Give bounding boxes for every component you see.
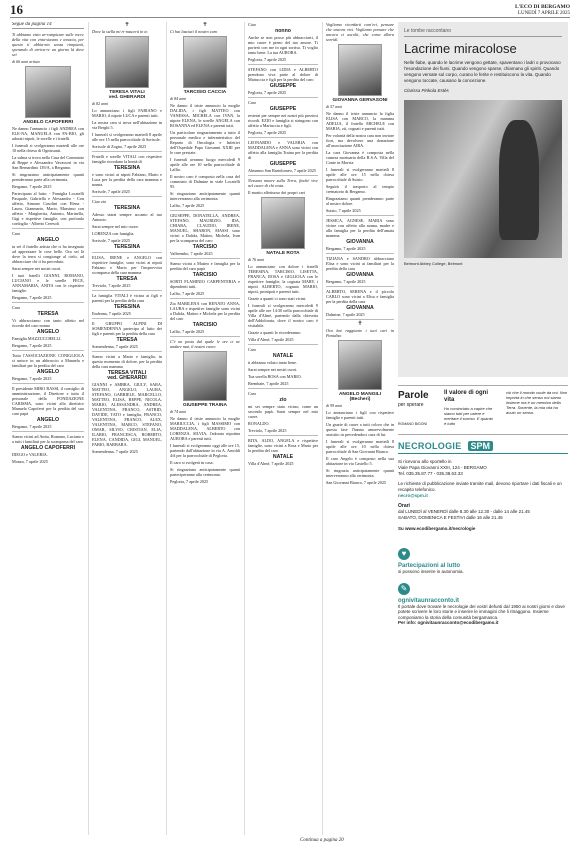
page-number: 16: [10, 2, 23, 17]
feature-body: Nelle fiabe, quando le lacrime vengono gettate, spaventano i ladri o provocano l'esondazione dei fiumi. Quando vengono sparse, chiamano gli spiriti. Quando vengono versate sul corpo, curano le ferite e restituiscono la vita. Quando vengono toccate, causano la concezione.: [404, 60, 561, 83]
notice-date: Bergamo, 7 aprile 2025: [326, 279, 366, 284]
notice-signature: DIEGO e VALERIA.: [12, 452, 48, 457]
divider: [12, 302, 84, 303]
obituary-column-5: [326, 22, 394, 834]
notice-text: Il marito affettuoso dei propri cari: [248, 190, 306, 195]
notice-date: Villa d'Almè, 7 aprile 2025: [248, 461, 294, 466]
deceased-nickname: (Becheri): [349, 397, 371, 402]
parole-subtitle: per sperare: [398, 402, 424, 408]
recipient-name: TERESINA: [113, 205, 141, 211]
notice-text: Lo annunciano i figli con rispettive famiglie e parenti tutti.: [326, 410, 394, 420]
spm-logo: SPM: [468, 441, 494, 451]
image-credit: Belmont Abbey College, Belmont: [404, 261, 463, 266]
necrologie-header: [398, 441, 568, 454]
obituary-column-3: [170, 22, 240, 840]
divider: [12, 350, 84, 351]
divider: [170, 298, 240, 299]
notice-text: Ne danno il triste annuncio la figlia ELISA con MARCO, la mamma ADELIA, il fratello MICHELE con MARIA, zii, cognati e parenti tutti.: [326, 111, 394, 131]
deceased-photo: [183, 351, 227, 401]
notice-text: Fratelli e sorelle VITALI con rispettive famiglie ricordano la bontà di: [92, 154, 162, 164]
office-info: [398, 459, 568, 532]
obituary-column-1: [12, 22, 84, 840]
notice-date: Villa d'Almè, 7 aprile 2025: [248, 337, 294, 342]
notice-text: Si ringraziano anticipatamente quanti interverranno alla cerimonia.: [170, 191, 240, 201]
notice-date: Lallio, 7 aprile 2025: [170, 291, 205, 296]
divider: [248, 64, 318, 65]
parole-box: [398, 385, 568, 435]
recipient-name: nonno: [275, 28, 291, 34]
notice-date: Bergamo, 7 aprile 2025: [12, 376, 52, 381]
info-line: Si ricevono allo sportello in: [398, 459, 452, 464]
divider: [92, 318, 162, 319]
notice-text: Anche se non posso più abbracciarti, il mio cuore è pieno del tuo amore. Ti porterò con me in ogni sorriso. Ti voglio tanto bene. La tua AURORA.: [248, 35, 318, 55]
notice-text: Adesso starai sempre accanto al tuo Antonio.: [92, 212, 162, 222]
column-divider: [322, 22, 323, 835]
parole-text-continued: ciò che il mondo vuole da noi. Non importa in che senso noi siamo insieme ma è un membro della Terra. Sovente, la mia vita ha avuto un senso.: [506, 390, 568, 415]
divider: [326, 253, 394, 254]
deceased-name: TARCISIO CACCIA: [183, 90, 227, 95]
column-divider: [244, 22, 245, 835]
notice-date: Somendenna, 7 aprile 2025: [92, 344, 138, 349]
notice-date: Monza, 7 aprile 2025: [12, 459, 48, 464]
deceased-age: di 84 anni: [170, 96, 187, 101]
recipient-name: GIOVANNA: [346, 239, 374, 245]
book-icon: ✎: [398, 583, 410, 595]
memorial-quote: Ti abbiamo visto ar-rampicare sulle rocce della vita con entu-siasmo e tenacia, per questo ti abbia-mo senza rimpianti, sperando di arriva-re un giorno là dove sei: [12, 32, 84, 57]
memorial-quote: Dove la stella mi ri-nascerà in te.: [92, 29, 149, 34]
hours-label: Orari: [398, 503, 410, 509]
notice-date: Brembate, 7 aprile 2025: [248, 381, 289, 386]
office-address: Viale Papa Giovanni XXIII, 124 - BERGAMO: [398, 465, 487, 470]
notice-date: Bergamo, 7 aprile 2025: [326, 246, 366, 251]
divider: [248, 137, 318, 138]
image-figure: [499, 120, 539, 240]
recipient-name: TERESINA: [113, 244, 141, 250]
feature-panel: [398, 22, 568, 377]
salutation: Caro: [12, 231, 21, 236]
notice-text: I funerali avranno luogo mercoledì 9 aprile alle ore 10 nella parrocchiale di Lallio.: [170, 157, 240, 172]
feature-section-label: Le tombe raccontano: [404, 28, 562, 37]
recipient-name: TERESINA: [113, 304, 141, 310]
recipient-name: ANGELO: [36, 369, 60, 375]
deceased-age: di 82 anni: [92, 101, 109, 106]
notice-text: ELISA, IRENE e ANGELO con rispettive famiglie, sono vicini ai nipoti Fabiano e Mario per l'improvvisa scomparsa della cara mamma: [92, 255, 162, 275]
notice-date: Lallio, 7 aprile 2025: [170, 203, 205, 208]
divider: [170, 336, 240, 337]
notice-text: La cara Giovanna è composta nella camera mortuaria della R.S.A. Villa del Conte in Morsia.: [326, 150, 394, 165]
memorial-quote: C'è un posto dal quale le ore ci ne andare mai, il nostro cuore.: [170, 339, 240, 349]
deceased-name: GIOVANNA GERVASONI: [332, 98, 388, 103]
notice-date: Bergamo, 7 aprile 2025: [12, 343, 52, 348]
notice-text: Grazie a quanti ci sono stati vicini.: [248, 296, 307, 301]
recipient-name: ANGELO: [36, 329, 60, 335]
recipient-name: GIOVANNA: [346, 305, 374, 311]
feature-box: [398, 22, 568, 377]
notice-text: La salma si trova nella Casa del Commiato di Beppe e Alessandro Vavassori in via San Bernardino 139/A, a Bergamo.: [12, 155, 84, 170]
obituary-column-4: [248, 22, 318, 840]
notice-date: Somendenna, 7 aprile 2025: [92, 449, 138, 454]
issue-date: LUNEDÌ 7 APRILE 2025: [517, 11, 570, 16]
notice-text: Lo annunciano con dolore i fratelli TERESINA, TARCISIO, LISETTA, FRANCA, ROSA e GIGLIOLA con le rispettive famiglie, la cognata MARY, i nipoti ALBERTO, cognato MARIO, nipoti, pronipoti e parenti tutti.: [248, 264, 318, 294]
notice-text: Seguirà il trasporto al tempio crematorio di Bergamo.: [326, 184, 394, 194]
salutation: Ciao zia: [92, 199, 106, 204]
notice-text: Ne danno l'annuncio i figli ANDREA con ELE-NA, MANUELA con FA-BIO, gli adorati nipoti, le sorelle e i fratelli.: [12, 126, 84, 141]
divider: [326, 286, 394, 287]
recipient-name: TERESA: [116, 276, 138, 282]
memorial-quote: Ora hai raggiunto i tuoi cari in Paradiso: [326, 328, 394, 338]
divider: [12, 383, 84, 384]
notice-text: mi sei sempre stato vicino, come un secondo papà. Sarai sempre nel mio cuore.: [248, 404, 318, 419]
heart-icon: ♥: [398, 548, 410, 560]
divider: [248, 435, 318, 436]
deceased-name: GIUSEPPE TRAINA: [183, 403, 227, 408]
parole-title: Parole: [398, 390, 429, 401]
notice-text: Vi abbracciamo con tanto affetto nel ricordo del caro nonno: [12, 318, 84, 328]
cross-icon: ✝: [357, 321, 363, 327]
divider: [326, 319, 394, 320]
divider: [170, 258, 240, 259]
partecipazioni-text: si possono inserire in autonomia.: [398, 569, 464, 574]
obituary-column-2: [92, 22, 162, 840]
divider: [92, 151, 162, 152]
notice-text: Si ringraziano anticipatamente quanti parteciperanno alla cerimonia.: [170, 467, 240, 477]
notice-text: Ne danno il triste annuncio la moglie MARIUCCIA, i figli MASSIMO con MADDALENA, ALBERTO con LORENZA, SILVIA, l'adorata nipotina AURORA e parenti tutti.: [170, 416, 240, 441]
notice-text: Un particolare ringraziamento a tutto il personale medico e infermieristico del Reparto di Oncologia e Infettivi dell'Ospedale Papa Giovanni XXIII per le cure prestate.: [170, 130, 240, 155]
notice-text: resterai per sempre nei nostri più preziosi ricordi. EZIO e famiglia si stringono con affetto a Mariuccia e figli.: [248, 113, 318, 128]
recipient-name: TARCISIO: [192, 322, 218, 328]
notice-text: Sarai sempre nei nostri cuori.: [248, 367, 298, 372]
feature-author: Clarissa Pinkola Estés: [404, 88, 449, 93]
recipient-name: NATALE: [272, 353, 294, 359]
notice-date: Almenno San Bartolomeo, 7 aprile 2025: [248, 168, 316, 173]
ognivita-text: Il portale dove trovare le necrologie dei vostri defunti dal 1950 ai nostri giorni e dove potete scrivere le loro storie e inserire le immagini che li ritraggono. Insieme componiamo la storia della comunità bergamasca.: [398, 603, 565, 620]
recipient-name-married: ved. GHERARDI: [107, 375, 147, 381]
notice-text: I funerali si svolgeranno martedì 8 aprile alle ore 15 nella parrocchiale di Sorisole.: [92, 132, 162, 142]
condolence-list: GIANNI e AMBRA, GIULY, SARA, MATTEO, ANGELO, LAURA, STEFANO, GABRIELE, MARCELLO, MATTEO, ELISA, BEPPE, NICOLA, MARIO, ALESSANDRA, ANDREA, VALENTINA, FRANCO, ASTRID, DAVIDE, TATO e famiglia, FRANCO, VALENTINA, FRANCO, ALEX, VALENTINA, MARCO, STEFANO, OMAR, SILVIO, CRISTIAN, ELIA, ILARIO, FRANCESCA, ROBERTO, ELENA, CANDIDA, GIGI, MANUEL, FABIO, BARBARA.: [92, 382, 162, 447]
condolence-list: Partecipano al lutto: - Famiglia Locatelli Pasquale, Gabriella e Alessandro - Con affetto, Simone Casolini con Elena - Laura, Gianmario, Mario, Massimo con affetto - Margherita, Antonio, Marinella, Gigi e rispettive famiglie, con profondo cordoglio - Alberto Ceresoli: [12, 191, 84, 226]
notice-date: Treviolo, 7 aprile 2025: [248, 428, 287, 433]
deceased-age: di 74 anni: [170, 409, 187, 414]
notice-date: Lallio, 7 aprile 2025: [170, 329, 205, 334]
deceased-name: TERESA VITALI: [109, 90, 145, 95]
deceased-photo: [105, 36, 149, 88]
continued-on: Continua a pagina 20: [300, 838, 344, 843]
memorial-quote: Vogliamo ricordarti com'eri, pensare che ancora vivi. Vogliamo pensare che ancora ci ascolti, che come allora sorridi.: [326, 22, 394, 42]
parole-headline: Il valore di ogni vita: [444, 390, 489, 403]
necrologie-info: [398, 441, 568, 626]
notice-text: I funerali si svolgeranno mercoledì 9 aprile alle ore 14:30 nella parrocchiale di Villa d'Almè, partendo dalla chiesetta dell'Addolorata, dove il nostro caro è visitabile.: [248, 303, 318, 328]
divider: [248, 388, 318, 389]
deceased-photo: [338, 44, 382, 96]
notice-text: Si ringraziano anticipatamente quanti prenderanno parte alla cerimonia.: [12, 172, 84, 182]
notice-text: Ne danno il triste annuncio la moglie DALIDA, i figli MATTEO con VANESSA, MICHELA con IVAN, la nipote ELENA, le sorelle ANGELA con ROSANNA ed ELENA e parenti tutti.: [170, 103, 240, 128]
memorial-quote: Ci hai lasciati il nostro caro: [170, 29, 218, 34]
deceased-name: NATALE ROTA: [266, 251, 300, 256]
notice-text: STEFANO con LIDIA e ALBERTO prendono viva parte al dolore di Mariuccia e figli per la perdita del caro: [248, 67, 318, 82]
deceased-photo: [25, 66, 71, 118]
notice-text: Zia MARILENA con RENATO ANNA, LAURA e rispettive famiglie sono vicini a Dalida, Matteo e Michela per la perdita del caro: [170, 301, 240, 321]
page-header: [10, 4, 570, 18]
notice-text: Siamo vicini ad Anita, Romano, Luciano e a tutti i familiari per la scomparsa del caro: [12, 434, 84, 444]
website-link[interactable]: Su www.ecodibergamo.it/necrologie: [398, 526, 476, 531]
notice-date: Endenna, 7 aprile 2025: [92, 311, 131, 316]
notice-date: Bergamo, 7 aprile 2025: [12, 295, 52, 300]
notice-text: Il caro Angelo è composto nella sua abitazione in via Castello 5.: [326, 456, 394, 466]
masthead: [515, 4, 570, 17]
salutation: Caro: [248, 100, 257, 105]
recipient-name: TERESA: [116, 337, 138, 343]
notice-date: Valbrembo, 7 aprile 2025: [170, 251, 213, 256]
notice-date: Pegloria, 7 aprile 2025: [170, 479, 209, 484]
notice-text: JESSICA, AGNESE, MARIA sono vicine con affetto alla nonna, madre e alla famiglia per la perdita dell'amata mamma: [326, 218, 394, 238]
notice-text: Per volontà della nostra cara non inviare fiori, ma devolvere una donazione all'associazione AIRA.: [326, 133, 394, 148]
recipient-name: TERESA VITALI: [107, 370, 147, 376]
photo-caption: di 66 anni artista: [12, 59, 40, 64]
recipient-name: TARCISIO: [192, 244, 218, 250]
divider: [12, 228, 84, 229]
notice-text: TIZIANA e SANDRO abbracciano Elisa e sono vicini ai familiari per la perdita della cara: [326, 256, 394, 271]
info-line: Le richieste di pubblicazione inviate tramite mail, devono riportare i dati fiscali e un recapito telefonico.: [398, 481, 562, 492]
notice-text: La famiglia VITALI è vicina ai figli e parenti per la perdita della cara: [92, 293, 162, 303]
notice-text: I funerali si svolgeranno martedì 8 aprile alle ore 10 nella chiesa parrocchiale di San Giovanni Bianco.: [326, 439, 394, 454]
recipient-name: GIUSEPPE: [269, 161, 297, 167]
cross-icon: ✝: [202, 22, 208, 28]
notice-date: San Giovanni Bianco, 7 aprile 2025: [326, 480, 387, 485]
notice-date: Bergamo, 7 aprile 2025: [12, 184, 52, 189]
notice-date: Pegloria, 7 aprile 2025: [248, 130, 287, 135]
notice-text: Siamo vicini a Matteo e famiglia per la perdita del caro papà: [170, 261, 240, 271]
recipient-name: TARCISIO: [192, 272, 218, 278]
notice-date: Pegloria, 7 aprile 2025: [248, 57, 287, 62]
divider: [248, 175, 318, 176]
hours-weekdays: dal LUNEDÌ al VENERDÌ dalle 8.30 alle 12.30 - dalle 14 alle 21.45: [398, 509, 530, 514]
recipient-name: GIOVANNA: [346, 272, 374, 278]
recipient-name: zio: [279, 397, 287, 403]
column-divider: [88, 22, 89, 835]
notice-text: I tuoi fratelli GIANNI, ROMANO, LUCIANO e le sorelle FECE, ANNAMARIA, ANITA con le rispettive famiglie.: [12, 273, 84, 293]
deceased-age: di 76 anni: [248, 257, 265, 262]
notice-text: Si ringrazia anticipatamente quanti interverranno alla cerimonia.: [326, 468, 394, 478]
notice-text: Famiglia MAZZUCCHELLI.: [12, 336, 62, 341]
deceased-photo: [338, 340, 382, 390]
salutation: Caro: [248, 391, 257, 396]
notice-date: Sorisole, 7 aprile 2025: [92, 189, 130, 194]
recipient-name: TERESINA: [113, 165, 141, 171]
notice-text: Sarai sempre nei nostri cuori.: [12, 266, 62, 271]
salutation: Cara: [12, 305, 20, 310]
notice-text: tu sei il fratello artista che ci ha insegnato ad apprezzare le cose belle. Ora sei là dove la terra si congiunge al cielo, ad abbracciare chi ti ha preceduto.: [12, 244, 84, 264]
deceased-name-married: ved. GHERARDI: [108, 95, 146, 100]
recipient-name: GIUSEPPE: [269, 106, 297, 112]
recipient-name: ANGELO: [36, 237, 60, 243]
notice-text: RITA, ALDO, ANGELA e rispettive famiglie, sono vicini a Rosa e Mario per la perdita del caro: [248, 438, 318, 453]
notice-text: e sono vicini ai nipoti Fabiano, Mario e Luca per la perdita della cara mamma e nonna.: [92, 172, 162, 187]
continued-from: Segue da pagina 14: [12, 22, 84, 29]
necrologie-title: NECROLOGIE: [398, 441, 462, 451]
notice-date: Treviolo, 7 aprile 2025: [92, 283, 131, 288]
deceased-photo: [183, 36, 227, 88]
notice-text: La nostra cara si trova nell'abitazione in via Berghi 5.: [92, 120, 162, 130]
recipient-name: ANGELO: [36, 417, 60, 423]
notice-text: SORTI FLAMINIO CARPENTERIA e dipendenti tutti.: [170, 279, 240, 289]
notice-text: Grazie a quanti lo ricorderanno.: [248, 330, 302, 335]
divider: [92, 290, 162, 291]
parole-text: Ho cominciato a capire che siamo tutti per valere e meritare il sorriso. E quanto è tutto: [444, 406, 493, 426]
ognivita-contact[interactable]: Per info: ognivitaunracconto@ecodibergamo.it: [398, 620, 499, 625]
feature-title: Lacrime miracolose: [404, 41, 517, 56]
memorial-quote: Nessuno muore sulla Terra, finché vive nel cuore di chi resta.: [248, 178, 318, 188]
notice-signature: RONALDO.: [248, 421, 270, 426]
notice-text: Lo annunciano i figli FABIANO e MARIO, il nipote LUCA e parenti tutti.: [92, 108, 162, 118]
notice-text: ALBERTO, SERENA e il piccolo CARLO sono vicini a Elisa e famiglia per la perdita della cara: [326, 289, 394, 304]
condolence-list: GIUSEPPE, DONATELLA, ANDREA, STEFANO, MAURIZIO, IDA, CHIARA, CLAUDIO, IRENE, MANUEL, SHARON, MASSI sono vicini a Dalida, Matteo, Michela, Ivan per la scomparsa del caro: [170, 213, 240, 243]
notice-text: Ringraziamo quanti prenderanno parte al nostro dolore.: [326, 196, 394, 206]
notice-date: Sorisole di Zogno, 7 aprile 2025: [92, 144, 147, 149]
notice-text: Siamo vicini a Mario e famiglia, in questo momento di dolore, per la perdita della cara mamma: [92, 354, 162, 369]
partecipazioni-title[interactable]: Partecipazioni al lutto: [398, 563, 461, 569]
parole-author: ROMANO BIGONI: [398, 422, 427, 426]
notice-text: LORENZA con famiglia.: [92, 231, 135, 236]
notice-text: Il caro si svolgerà in casa.: [170, 460, 214, 465]
notice-date: Sorisole, 7 aprile 2025: [92, 238, 130, 243]
notice-text: I funerali si svolgeranno martedì 8 aprile alle ore 15 nella chiesa parrocchiale di Suisio.: [326, 167, 394, 182]
email-link[interactable]: necro@spm.it: [398, 493, 428, 498]
notice-date: Pegloria, 7 aprile 2025: [248, 90, 287, 95]
notice-date: Dalmine, 7 aprile 2025: [326, 312, 365, 317]
recipient-name: GIUSEPPE: [269, 83, 297, 89]
deceased-name: ANGELO CAPOFERRI: [22, 120, 74, 125]
divider: [92, 252, 162, 253]
notice-text: I funerali si svolgeranno martedì alle ore 10 nella chiesa di Ognissanti.: [12, 143, 84, 153]
divider: [248, 344, 318, 345]
notice-text: Sarai sempre nel mio cuore.: [92, 224, 139, 229]
notice-text: Il nostro caro è composto nella casa del commiato di Dalmine in viale Locatelli 95.: [170, 174, 240, 189]
notice-date: Suisio, 7 aprile 2025: [326, 208, 361, 213]
column-divider: [166, 22, 167, 835]
recipient-name: NATALE: [272, 454, 294, 460]
notice-text: ti abbiamo voluto tanto bene.: [248, 360, 297, 365]
cross-icon: ✝: [124, 22, 130, 28]
divider: [92, 351, 162, 352]
deceased-age: di 99 anni: [326, 403, 343, 408]
notice-text: Il presidente MIRO BASSI, il consiglio di amministrazione, il Direttore e tutto il personale della FONDAZIONE CARISMA, sono vicini alla direttrice Manuela Capoferri per la perdita del suo caro papà: [12, 386, 84, 416]
notice-date: Bergamo, 7 aprile 2025: [12, 424, 52, 429]
hours-weekend: SABATO, DOMENICA E FESTIVI dalle 16 alle 21.45: [398, 515, 503, 520]
ognivita-link[interactable]: ognivitaunracconto.it: [398, 597, 460, 604]
notice-text: LEONARDO e VALERIA con MADDALENA e ANNA sono vicini con affetto alla famiglia Traina per la perdita di: [248, 140, 318, 160]
notice-text: Un grazie di cuore a tutti coloro che in questa fase l'hanno amorevolmente assistito in precedendoci cura di lui.: [326, 422, 394, 437]
deceased-photo: [261, 197, 305, 249]
deceased-name: ANGELO MANGILI: [338, 392, 382, 397]
recipient-name: TERESA: [37, 311, 59, 317]
office-phone: Tel. 035.35.87.77 - 035.38.63.33: [398, 471, 463, 476]
deceased-age: di 57 anni: [326, 104, 343, 109]
notice-text: Il GRUPPO ALPINI DI SOMENDENNA partecipa al lutto dei figli e parenti per la perdita della cara: [92, 321, 162, 336]
salutation: Ciao: [248, 22, 256, 27]
stained-glass-image: [404, 100, 562, 258]
notice-text: I funerali si svolgeranno oggi alle ore 15, partendo dall'abitazione in via A. Arnoldi 4/d per la parrocchiale di Pegloria.: [170, 443, 240, 458]
notice-text: Tutta l'ASSOCIAZIONE CONIGLIOLA si unisce in un abbraccio a Manuela e familiari per la perdita del caro: [12, 353, 84, 368]
divider: [248, 97, 318, 98]
notice-text: Tua sorella ROSA con MARIO.: [248, 374, 302, 379]
divider: [92, 196, 162, 197]
divider: [170, 210, 240, 211]
newspaper-name: L'ECO DI BERGAMO: [514, 4, 570, 10]
divider: [326, 215, 394, 216]
salutation: Caro: [248, 347, 257, 352]
recipient-name: ANGELO CAPOFERRI: [20, 445, 76, 451]
divider: [12, 431, 84, 432]
